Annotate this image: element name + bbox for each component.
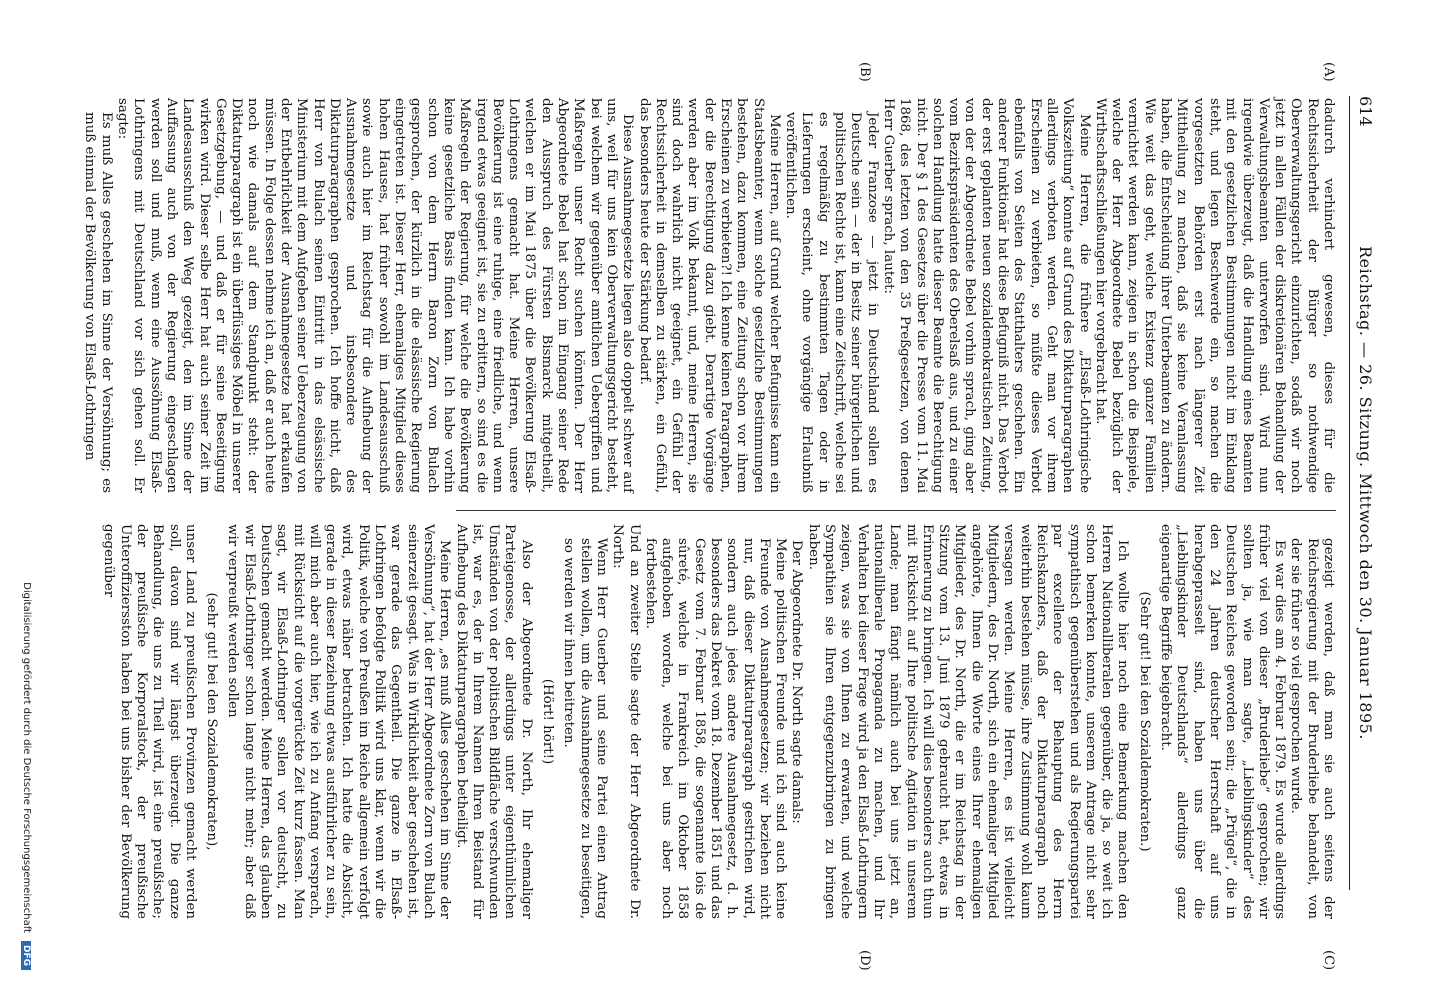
column-divider <box>456 510 1336 511</box>
quote-paragraph: gezeigt werden, daß man sie auch seitens der Reichsregierung mit der Bruderliebe behandelt, von der sie früher so viel gesprochen wurde. <box>1288 538 1336 919</box>
paragraph: Es war dies am 4. Februar 1879. Es wurde allerdings früher viel von dieser „Bruderliebe“ gesprochen; wir sollten ja, wie man sagte, „Lieblingskinder“ des Deutschen Reiches geworden sein; die „Prügel“, die in den 24 Jahren deutscher Herrschaft auf uns herabgeprasselt sind, haben uns über die „Lieblingskinder Deutschlands“ allerdings ganz eigenartige Begriffe beigebracht. <box>1158 524 1288 919</box>
quote-paragraph: Jeder Franzose — jetzt in Deutschland sollen es Deutsche sein — der in Besitz seiner bürgerlichen und politischen Rechte ist, kann eine Zeitschrift, welche sei es regelmäßig zu bestimmten Tagen oder in Lieferungen erscheint, ohne vorgängige Erlaubniß veröffentlichen. <box>783 112 880 493</box>
paragraph: Meine Herren, „es muß Alles geschehen im Sinne der Versöhnung“, hat der Herr Abgeordnete Zorn von Bulach seinerzeit gesagt. Was in Wirklichkeit aber geschehen ist, war gerade das Gegentheil. Die ganze in Elsaß-Lothringen befolgte Politik wird uns klar, wenn wir die Politik, welche von Preußen im Reiche allgemein verfolgt wird, etwas näher betrachten. Ich hatte die Absicht, gerade in dieser Beziehung etwas ausführlicher zu sein, will mich aber auch hier, wie ich zu Anfang versprach, mit Rücksicht auf die vorgerückte Zeit kurz fassen. Man sagt, wir Elsaß-Lothringer sollen vor deutscht, zu Deutschen gemacht werden. Meine Herren, das glauben wir Elsaß-Lothringer schon lange nicht mehr; aber daß wir verpreußt werden sollen <box>225 524 453 919</box>
paragraph: Ich wollte hier noch eine Bemerkung machen den Herren Nationalliberalen gegenüber, die ja, so weit ich schon bemerken konnte, unserem Antrage nicht sehr sympathisch gegenüberstehen und als Regierungspartei par excellence der Behauptung des Herrn Reichskanzlers, daß der Diktaturparagraph noch weiterhin bestehen müsse, ihre Zustimmung wohl kaum versagen werden. Meine Herren, es ist vielleicht Mitgliedern, des Dr. North, sich ein ehemaliger Mitglied angehörte, Ihnen die Worte eines Ihrer ehemaligen Mitglieder, des Dr. North, die er im Reichstag in der Sitzung vom 13. Juni 1879 gebraucht hat, etwas in Erinnerung zu bringen. Ich will dies besonders auch thun mit Rücksicht auf Ihre politische Agitation in unserem Lande; man fängt nämlich auch bei uns jetzt an, nationalliberale Propaganda zu machen, und Ihr Verhalten bei dieser Frage wird ja den Elsaß-Lothringern zeigen, was sie von Ihnen zu erwarten, und welche Sympathien sie Ihren entgegenzubringen zu bringen haben. <box>805 524 1131 919</box>
page-header <box>1349 96 1380 890</box>
paragraph: dadurch verhindert gewesen, dieses für die Rechtssicherheit der Bürger so nothwendige Oberverwaltungsgericht einzurichten, sodaß wir noch jetzt in allen Fällen der diskretionären Behandlung der Verwaltungsbeamten unterworfen sind. Wird nun irgendwie überzeugt, daß die Handlung eines Beamten mit den gesetzlichen Bestimmungen nicht im Einklang steht, und legen Beschwerde ein, so machen die vorgesetzten Behörden erst nach längerer Zeit Mittheilung zu machen, daß sie keine Veranlassung haben, die Entscheidung ihrer Unterbeamten zu ändern. Wie weit das geht, welche Existenz ganzer Familien vernichtet werden kann, zeigen in schon die Beispiele, welche der Herr Abgeordnete Bebel bezüglich der Wirthschaftsschließungen hier vorgebracht hat. <box>1092 98 1336 493</box>
interjection: (sehr gut! bei den Sozialdemokraten), <box>204 592 220 851</box>
text-column-left <box>81 98 1336 493</box>
paragraph: Meine Herren, auf Grund welcher Befugnisse kann ein Staatsbeamter, wenn solche gesetzliche Bestimmungen bestehen, dazu kommen, eine Zeitung schon vor ihrem Erscheinen zu verbieten?! Ich kenne keinen Paragraphen, der die Berechtigung dazu giebt. Derartige Vorgänge werden aber im Volk bekannt, und, meine Herren, sie sind doch wahrlich nicht geeignet, ein Gefühl der Rechtssicherheit in demselben zu stärken, ein Gefühl, das besonders heute der Stärkung bedarf. <box>636 98 782 493</box>
paragraph: unser Land zu preußischen Provinzen gemacht werden soll, davon sind wir längst überzeugt. Die ganze Behandlung, die uns zu Theil wird, ist eine preußische; der preußische Korporalstock, der preußische Unteroffiziersston haben bei uns bisher der Bevölkerung gegenüber <box>101 524 198 919</box>
paragraph: Der Abgeordnete Dr. North sagte damals: <box>789 540 805 824</box>
margin-marker-c: (C) <box>1321 950 1336 971</box>
page-title: Reichstag. — 26. Sitzung. Mittwoch den 30. Januar 1895. <box>1356 246 1375 740</box>
paragraph: Also der Abgeordnete Dr. North, Ihr ehemaliger Parteigenosse, der allerdings unter eigenthümlichen Umständen von der politischen Bildfläche verschwunden ist, war es, der in Ihrem Namen Ihren Beistand für Aufhebung des Diktaturparagraphen betheiligt. <box>453 524 534 919</box>
margin-marker-b: (B) <box>857 62 872 82</box>
digitization-credit <box>21 30 32 970</box>
dfg-logo: DFG <box>21 941 31 970</box>
quote-paragraph: Es muß Alles geschehen im Sinne der Versöhnung; es muß einmal der Bevölkerung von Elsaß-Lothringen <box>82 112 114 493</box>
text-column-right <box>100 524 1336 919</box>
margin-marker-d: (D) <box>857 950 872 971</box>
paragraph: Und an zweiter Stelle sagte der Herr Abgeordnete Dr. North: <box>610 524 642 919</box>
paragraph: Diese Ausnahmegesetze liegen also doppelt schwer auf uns, weil für uns kein Oberverwaltungsgericht besteht, bei welchem wir gegenüber amtlichen Uebergriffen und Maßregeln unser Recht suchen könnten. Der Herr Abgeordnete Bebel hat schon im Eingang seiner Rede den Ausspruch des Fürsten Bismarck mitgetheilt, welchen er im Mai 1875 über die Bevölkerung Elsaß-Lothringens gemacht hat. Meine Herren, unsere Bevölkerung ist eine ruhige, eine friedliche, und wenn irgend etwas geeignet ist, sie zu erbittern, so sind es die Maßregeln der Regierung, für welche die Bevölkerung keine gesetzliche Basis finden kann. Ich habe vorhin schon von dem Herrn Baron Zorn von Bulach gesprochen, der kürzlich in die elsässische Regierung eingetreten ist. Dieser Herr, ehemaliges Mitglied dieses hohen Hauses, hat früher sowohl im Landesausschuß sowie auch hier im Reichstag für die Aufhebung der Ausnahmegesetze und insbesondere des Diktaturparagraphen gesprochen. Ich hoffe nicht, daß Herr von Bulach seinen Eintritt in das elsässische Ministerium mit dem Aufgeben seiner Ueberzeugung von der Entbehrlichkeit der Ausnahmegesetze hat erkaufen müssen. In Folge dessen nehme ich an, daß er auch heute noch wie damals auf dem Standpunkt steht: der Diktaturparagraph ist ein überflüssiges Möbel in unserer Gesetzgebung, — und daß er für seine Beseitigung wirken wird. Dieser selbe Herr hat auch seiner Zeit im Landesausschuß den Weg gezeigt, den im Sinne der Auffassung auch von der Regierung eingeschlagen werden soll und muß, wenn eine Aussöhnung Elsaß-Lothringens mit Deutschland vor sich gehen soll. Er sagte: <box>115 98 636 493</box>
interjection: (Hört! hört!) <box>540 678 556 765</box>
paragraph: Meine Herren, die frühere „Elsaß-Lothringische Volkszeitung“ konnte auf Grund des Diktaturparagraphen allerdings verboten werden. Geht man vor ihrem Erscheinen zu verbieten, so müßte dieses Verbot ebenfalls von Seiten des Statthalters geschehen. Ein anderer Funktionär hat diese Befugniß nicht. Das Verbot der erst geplanten neuen sozialdemokratischen Zeitung, von der der Abgeordnete Bebel vorhin sprach, ging aber vom Bezirkspräsidenten des Oberelsaß aus, und zu einer solchen Handlung hatte dieser Beamte die Berechtigung nicht. Der § 1 des Gesetzes über die Presse vom 11. Mai 1868, des letzten von den 35 Preßgesetzen, von denen Herr Guerber sprach, lautet: <box>880 98 1092 493</box>
credit-text: Digitalisierung gefördert durch die Deutsche Forschungsgemeinschaft <box>21 582 32 933</box>
margin-marker-a: (A) <box>1321 62 1336 82</box>
quote-paragraph: Meine politischen Freunde und ich sind auch keine Freunde von Ausnahmegesetzen; wir beziehen nicht nur, daß dieser Diktaturparagraph gestrichen wird, sondern auch jedes andere Ausnahmegesetz, d. h. besonders das Dekret vom 18. Dezember 1851 und das Gesetz vom 7. Februar 1858, die sogenannte lois de sûreté, welche in Frankreich im Oktober 1858 aufgehoben worden, welche bei uns aber noch fortbestehen. <box>642 538 789 919</box>
interjection: (Sehr gut! bei den Sozialdemokraten.) <box>1136 591 1152 852</box>
page-number: 614 <box>1356 96 1375 127</box>
quote-paragraph: Wenn Herr Guerber und seine Partei einen Antrag stellen wollen, um die Ausnahmegesetze zu beseitigen, so werden wir ihnen beitreten. <box>561 538 609 919</box>
